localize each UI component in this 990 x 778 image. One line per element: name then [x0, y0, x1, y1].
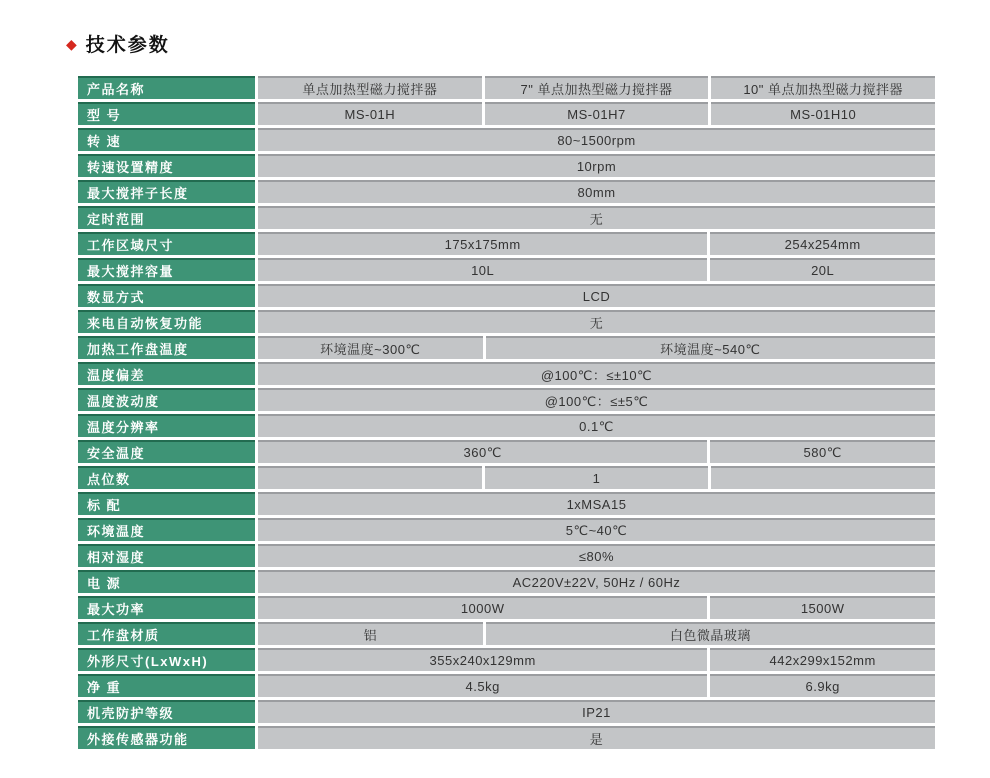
value-cell: @100℃：≤±10℃: [258, 362, 935, 385]
row-values: [258, 180, 935, 203]
value-cell: AC220V±22V, 50Hz / 60Hz: [258, 570, 935, 593]
row-label: 标 配: [78, 492, 255, 515]
row-values: [258, 648, 935, 671]
row-values: [258, 154, 935, 177]
value-cell: 10L: [258, 258, 707, 281]
value-cell: [711, 466, 935, 489]
row-values: [258, 414, 935, 437]
row-values: [258, 232, 935, 255]
value-cell: 10rpm: [258, 154, 935, 177]
row-label: 点位数: [78, 466, 255, 489]
table-row: [78, 388, 935, 411]
row-label: 电 源: [78, 570, 255, 593]
row-values: [258, 76, 935, 99]
table-row: [78, 206, 935, 229]
value-cell: [258, 466, 482, 489]
value-cell: 5℃~40℃: [258, 518, 935, 541]
table-row: [78, 570, 935, 593]
table-row: [78, 310, 935, 333]
red-diamond-icon: ◆: [66, 35, 77, 52]
row-label: 温度波动度: [78, 388, 255, 411]
table-row: [78, 180, 935, 203]
value-cell: 4.5kg: [258, 674, 707, 697]
row-label: 外形尺寸(LxWxH): [78, 648, 255, 671]
table-row: [78, 622, 935, 645]
value-cell: 单点加热型磁力搅拌器: [258, 76, 482, 99]
row-values: [258, 284, 935, 307]
row-values: [258, 622, 935, 645]
value-cell: 无: [258, 206, 935, 229]
row-label: 温度偏差: [78, 362, 255, 385]
row-values: [258, 726, 935, 749]
table-row: [78, 700, 935, 723]
table-row: [78, 492, 935, 515]
table-row: [78, 414, 935, 437]
value-cell: 20L: [710, 258, 935, 281]
value-cell: 175x175mm: [258, 232, 707, 255]
value-cell: 0.1℃: [258, 414, 935, 437]
row-values: [258, 310, 935, 333]
table-row: [78, 648, 935, 671]
row-label: 工作区域尺寸: [78, 232, 255, 255]
row-values: [258, 102, 935, 125]
row-values: [258, 570, 935, 593]
table-row: [78, 258, 935, 281]
value-cell: IP21: [258, 700, 935, 723]
value-cell: 1000W: [258, 596, 707, 619]
value-cell: 80mm: [258, 180, 935, 203]
row-values: [258, 492, 935, 515]
table-row: [78, 284, 935, 307]
value-cell: @100℃：≤±5℃: [258, 388, 935, 411]
row-values: [258, 466, 935, 489]
table-row: [78, 466, 935, 489]
row-values: [258, 596, 935, 619]
value-cell: LCD: [258, 284, 935, 307]
value-cell: 442x299x152mm: [710, 648, 935, 671]
value-cell: 白色微晶玻璃: [486, 622, 935, 645]
row-values: [258, 544, 935, 567]
row-label: 安全温度: [78, 440, 255, 463]
value-cell: 无: [258, 310, 935, 333]
row-label: 来电自动恢复功能: [78, 310, 255, 333]
value-cell: 6.9kg: [710, 674, 935, 697]
row-values: [258, 362, 935, 385]
row-values: [258, 388, 935, 411]
value-cell: MS-01H7: [485, 102, 709, 125]
row-label: 机壳防护等级: [78, 700, 255, 723]
row-label: 产品名称: [78, 76, 255, 99]
value-cell: MS-01H10: [711, 102, 935, 125]
value-cell: 254x254mm: [710, 232, 935, 255]
value-cell: 环境温度~540℃: [486, 336, 935, 359]
row-label: 相对湿度: [78, 544, 255, 567]
row-label: 环境温度: [78, 518, 255, 541]
value-cell: 1xMSA15: [258, 492, 935, 515]
value-cell: 10" 单点加热型磁力搅拌器: [711, 76, 935, 99]
table-row: [78, 336, 935, 359]
row-label: 外接传感器功能: [78, 726, 255, 749]
row-label: 最大搅拌容量: [78, 258, 255, 281]
value-cell: 是: [258, 726, 935, 749]
row-values: [258, 128, 935, 151]
row-values: [258, 440, 935, 463]
spec-table: [78, 76, 935, 752]
row-label: 加热工作盘温度: [78, 336, 255, 359]
table-row: [78, 596, 935, 619]
table-row: [78, 362, 935, 385]
row-values: [258, 336, 935, 359]
table-row: [78, 154, 935, 177]
row-label: 定时范围: [78, 206, 255, 229]
value-cell: 355x240x129mm: [258, 648, 707, 671]
row-label: 最大功率: [78, 596, 255, 619]
table-row: [78, 102, 935, 125]
table-row: [78, 232, 935, 255]
table-row: [78, 726, 935, 749]
row-label: 转速设置精度: [78, 154, 255, 177]
table-row: [78, 440, 935, 463]
value-cell: 铝: [258, 622, 483, 645]
table-row: [78, 128, 935, 151]
row-values: [258, 518, 935, 541]
row-values: [258, 258, 935, 281]
row-values: [258, 206, 935, 229]
table-row: [78, 76, 935, 99]
row-label: 数显方式: [78, 284, 255, 307]
row-label: 转 速: [78, 128, 255, 151]
value-cell: 360℃: [258, 440, 707, 463]
row-label: 净 重: [78, 674, 255, 697]
row-label: 工作盘材质: [78, 622, 255, 645]
value-cell: 1500W: [710, 596, 935, 619]
value-cell: 580℃: [710, 440, 935, 463]
table-row: [78, 518, 935, 541]
row-label: 型 号: [78, 102, 255, 125]
page-title: 技术参数: [85, 35, 170, 56]
value-cell: 7" 单点加热型磁力搅拌器: [485, 76, 709, 99]
value-cell: ≤80%: [258, 544, 935, 567]
value-cell: 80~1500rpm: [258, 128, 935, 151]
value-cell: MS-01H: [258, 102, 482, 125]
row-label: 最大搅拌子长度: [78, 180, 255, 203]
value-cell: 1: [485, 466, 709, 489]
value-cell: 环境温度~300℃: [258, 336, 483, 359]
row-values: [258, 700, 935, 723]
table-row: [78, 544, 935, 567]
row-label: 温度分辨率: [78, 414, 255, 437]
row-values: [258, 674, 935, 697]
table-row: [78, 674, 935, 697]
section-title-row: [66, 30, 170, 57]
